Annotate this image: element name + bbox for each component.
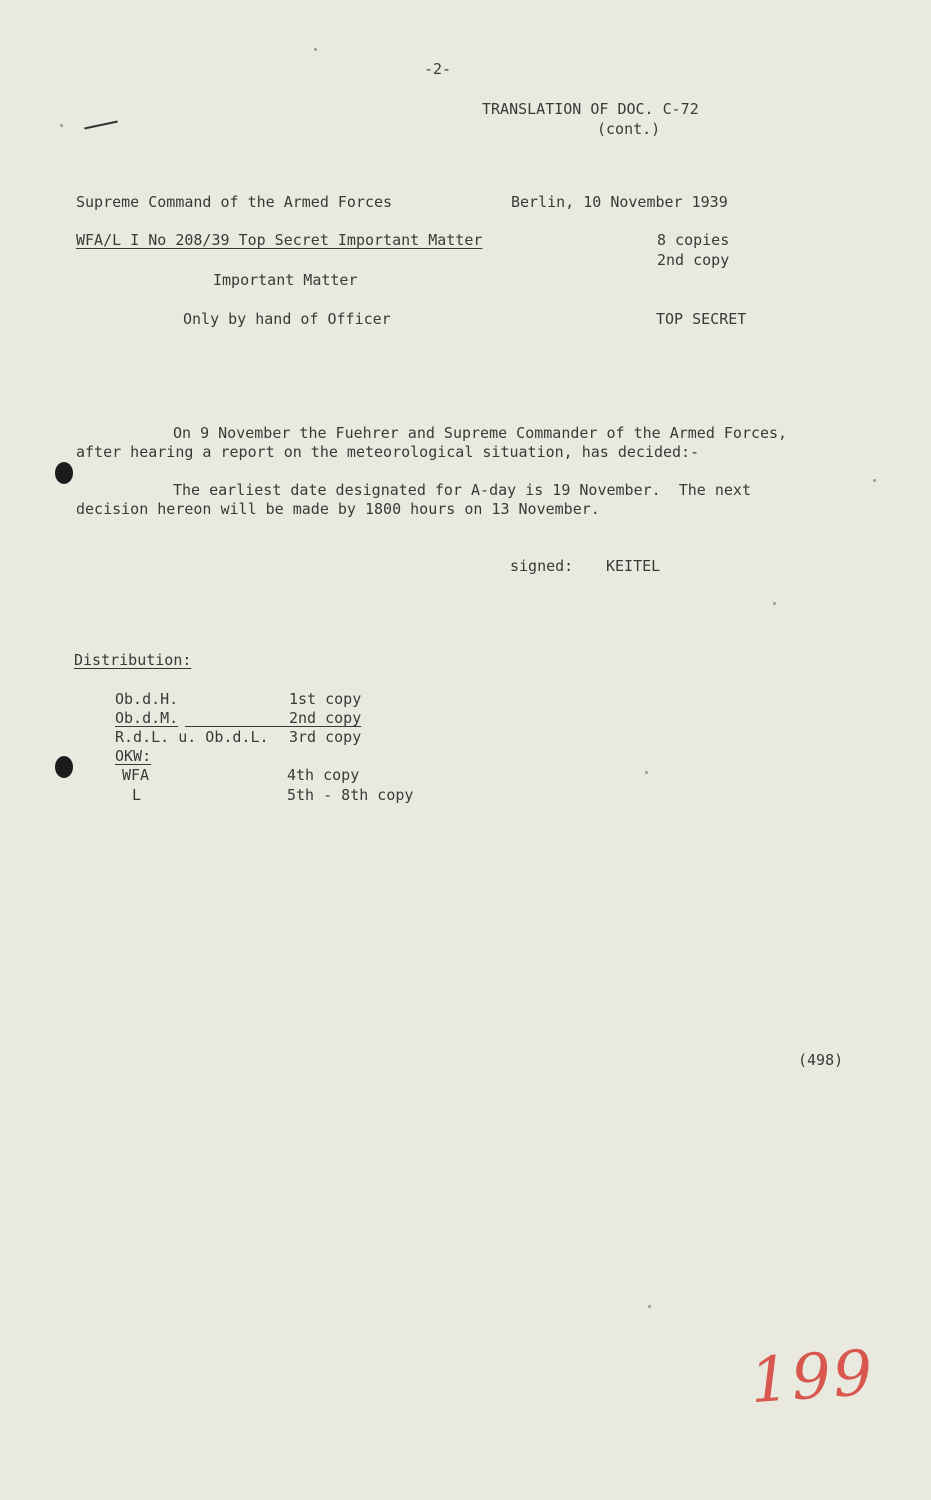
body-paragraph-2-line-2: decision hereon will be made by 1800 hours on 13 November.: [76, 500, 600, 518]
distribution-copy: 5th - 8th copy: [287, 786, 414, 804]
important-matter: Important Matter: [213, 271, 358, 289]
pen-mark: [84, 120, 118, 129]
punch-hole: [55, 462, 73, 484]
distribution-copy: 3rd copy: [289, 728, 362, 746]
speck: [773, 602, 776, 605]
body-paragraph-1-line-1: On 9 November the Fuehrer and Supreme Commander of the Armed Forces,: [173, 424, 788, 442]
speck: [314, 48, 317, 51]
distribution-recipient: Ob.d.M.: [115, 709, 179, 727]
distribution-recipient: L: [132, 786, 142, 804]
signed-label: signed:: [510, 557, 574, 575]
distribution-title: Distribution:: [74, 651, 192, 669]
place-date: Berlin, 10 November 1939: [511, 193, 728, 211]
document-code: (498): [798, 1051, 844, 1069]
speck: [60, 124, 63, 127]
distribution-underline: [185, 726, 289, 727]
copy-number: 2nd copy: [657, 251, 730, 269]
distribution-copy: 4th copy: [287, 766, 360, 784]
body-paragraph-2-line-1: The earliest date designated for A-day is 19 November. The next: [173, 481, 751, 499]
handwritten-page-number: 199: [747, 1335, 877, 1418]
sender-line: Supreme Command of the Armed Forces: [76, 193, 393, 211]
translation-title: TRANSLATION OF DOC. C-72: [482, 100, 699, 118]
top-secret-mark: TOP SECRET: [656, 310, 747, 328]
distribution-copy: 2nd copy: [289, 709, 362, 727]
translation-continued: (cont.): [597, 120, 661, 138]
distribution-recipient: Ob.d.H.: [115, 690, 179, 708]
punch-hole: [55, 756, 73, 778]
reference-line: WFA/L I No 208/39 Top Secret Important Matter: [76, 231, 483, 249]
speck: [873, 479, 876, 482]
distribution-recipient: R.d.L. u. Ob.d.L.: [115, 728, 269, 746]
distribution-recipient: OKW:: [115, 747, 152, 765]
distribution-recipient: WFA: [122, 766, 150, 784]
body-paragraph-1-line-2: after hearing a report on the meteorological situation, has decided:-: [76, 443, 700, 461]
copies-count: 8 copies: [657, 231, 730, 249]
signatory-name: KEITEL: [606, 557, 661, 575]
speck: [645, 771, 648, 774]
page-number: -2-: [424, 60, 452, 78]
distribution-copy: 1st copy: [289, 690, 362, 708]
only-by-hand: Only by hand of Officer: [183, 310, 391, 328]
speck: [648, 1305, 651, 1308]
